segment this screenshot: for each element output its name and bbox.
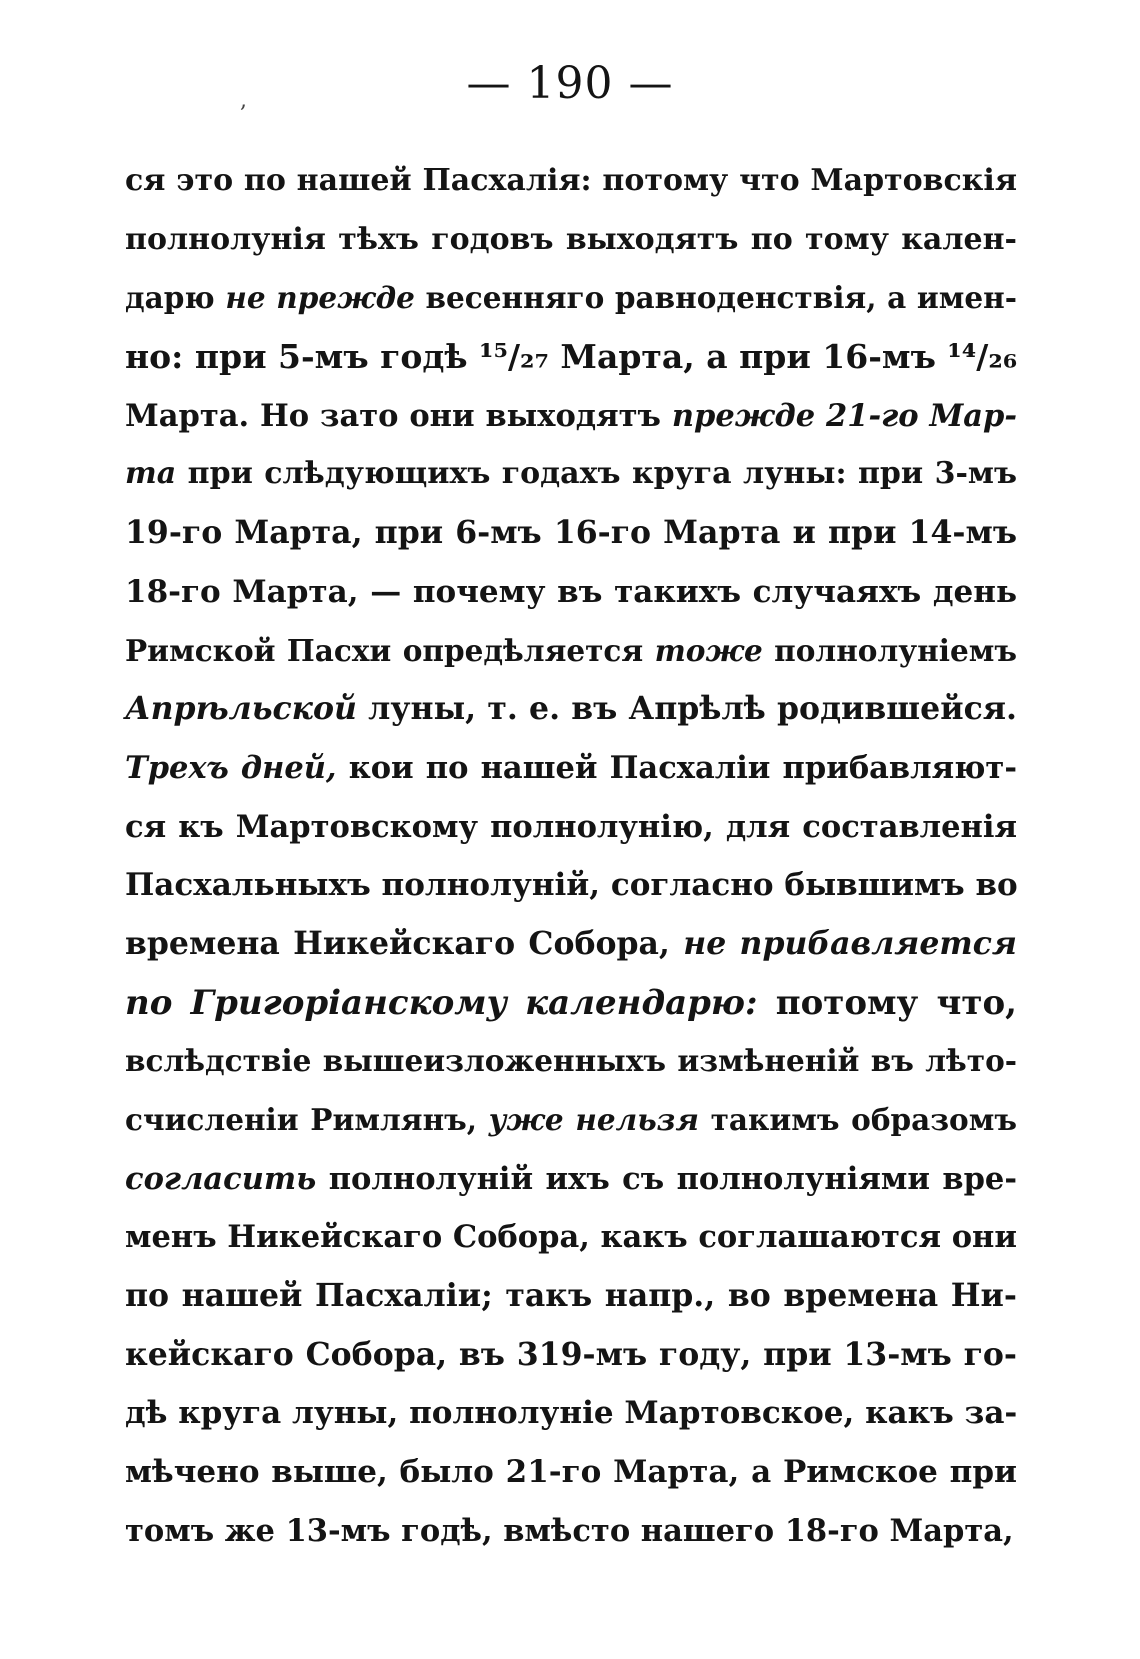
text-segment: 19-го Марта, при 6-мъ 16-го Марта и при 14-мъ xyxy=(125,514,1017,552)
text-line xyxy=(125,739,1017,798)
italic-text: уже нельзя xyxy=(488,1102,699,1137)
text-segment: времена Никейскаго Собора, xyxy=(125,924,684,962)
text-segment: вслѣдствіе вышеизложенныхъ измѣненій въ лѣто- xyxy=(125,1043,1017,1079)
text-segment: счисленіи Римлянъ, xyxy=(125,1102,489,1137)
text-line xyxy=(125,1267,1017,1326)
page-number: — 190 — xyxy=(466,58,674,109)
text-segment: луны, т. е. въ Апрѣлѣ родившейся. xyxy=(356,690,1017,728)
text-segment: полнолуніемъ xyxy=(762,632,1017,668)
text-segment: полнолунія тѣхъ годовъ выходятъ по тому кален- xyxy=(125,221,1017,257)
text-line xyxy=(125,856,1017,915)
text-segment: такимъ образомъ xyxy=(698,1102,1017,1137)
text-line xyxy=(125,1091,1017,1150)
text-segment: Марта. Но зато они выходятъ xyxy=(125,397,672,434)
text-line xyxy=(125,974,1017,1033)
text-line xyxy=(125,563,1017,622)
text-line xyxy=(125,915,1017,974)
text-line xyxy=(125,680,1017,739)
italic-text: прежде 21-го Мар- xyxy=(671,397,1017,434)
text-segment: кейскаго Собора, въ 319-мъ году, при 13-мъ го- xyxy=(125,1335,1017,1373)
italic-text: согласить xyxy=(125,1160,317,1197)
text-segment: полнолуній ихъ съ полнолуніями вре- xyxy=(316,1160,1017,1197)
text-line xyxy=(125,211,1017,270)
text-segment: мѣчено выше, было 21-го Марта, а Римское при xyxy=(125,1454,1017,1491)
text-line xyxy=(125,445,1017,504)
text-line xyxy=(125,1384,1017,1443)
text-segment: кои по нашей Пасхаліи прибавляют- xyxy=(336,749,1017,786)
text-segment: 18-го Марта, — почему въ такихъ случаяхъ день xyxy=(125,573,1017,610)
text-segment: дарю xyxy=(125,280,226,316)
text-line xyxy=(125,152,1017,211)
text-line xyxy=(125,387,1017,446)
italic-text: та xyxy=(125,456,177,492)
text-line xyxy=(125,1150,1017,1209)
italic-text: по Григоріанскому календарю: xyxy=(125,982,758,1023)
text-segment: Римской Пасхи опредѣляется xyxy=(125,632,655,668)
text-segment: ся къ Мартовскому полнолунію, для составленія xyxy=(125,808,1017,845)
text-segment: потому что, xyxy=(757,982,1017,1023)
text-line xyxy=(125,798,1017,857)
italic-text: не прежде xyxy=(225,280,415,316)
text-segment: но: при 5-мъ годѣ ¹⁵/₂₇ Марта, а при 16-мъ ¹⁴/₂₆ xyxy=(125,337,1018,377)
italic-text: не прибавляется xyxy=(683,924,1017,962)
text-segment: дѣ круга луны, полнолуніе Мартовское, какъ за- xyxy=(125,1395,1018,1432)
italic-text: Трехъ дней, xyxy=(125,749,337,786)
body-text xyxy=(125,152,1017,1561)
text-line xyxy=(125,1502,1017,1561)
text-segment: весенняго равноденствія, а имен- xyxy=(414,280,1017,316)
text-line xyxy=(125,1326,1017,1385)
italic-text: Апрѣльской xyxy=(125,690,357,728)
text-segment: по нашей Пасхаліи; такъ напр., во времена Ни- xyxy=(125,1277,1017,1315)
text-segment: при слѣдующихъ годахъ круга луны: при 3-мъ xyxy=(176,456,1017,492)
text-line xyxy=(125,269,1017,328)
text-line xyxy=(125,1443,1017,1502)
stray-mark: , xyxy=(240,88,247,113)
text-line xyxy=(125,1208,1017,1267)
text-line xyxy=(125,622,1017,681)
text-segment: менъ Никейскаго Собора, какъ соглашаются они xyxy=(125,1219,1017,1256)
text-line xyxy=(125,328,1017,387)
text-segment: ся это по нашей Пасхалія: потому что Мартовскія xyxy=(125,163,1017,198)
text-segment: Пасхальныхъ полнолуній, согласно бывшимъ во xyxy=(125,867,1018,904)
text-segment: томъ же 13-мъ годѣ, вмѣсто нашего 18-го Марта, xyxy=(125,1512,1014,1549)
italic-text: тоже xyxy=(654,632,763,668)
text-line xyxy=(125,1032,1017,1091)
text-line xyxy=(125,504,1017,563)
